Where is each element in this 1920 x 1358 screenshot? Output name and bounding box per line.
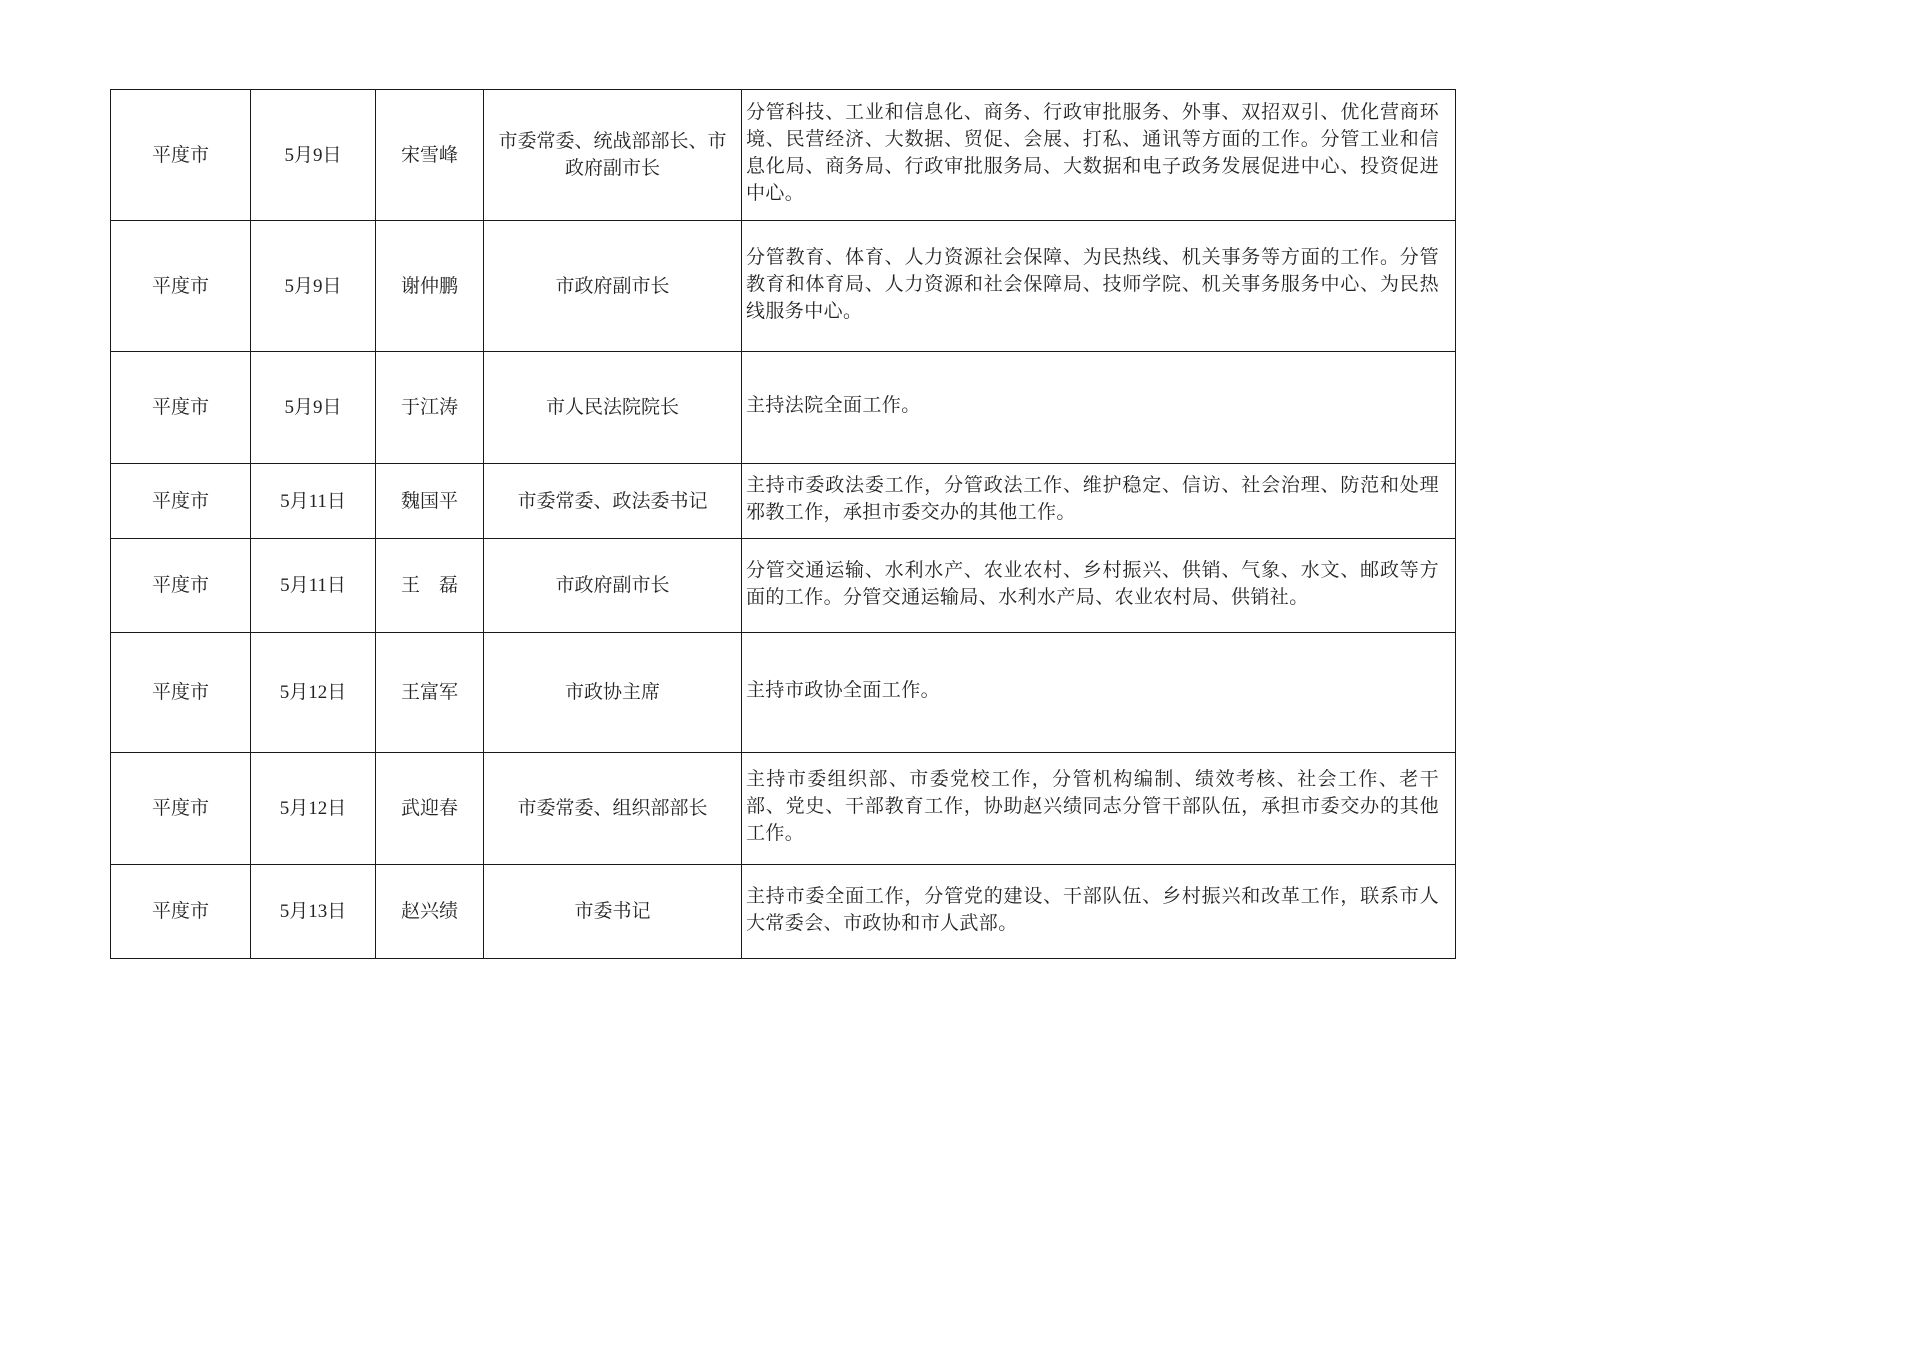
duties-cell: 主持市委组织部、市委党校工作，分管机构编制、绩效考核、社会工作、老干部、党史、干部教育工作，协助赵兴绩同志分管干部队伍，承担市委交办的其他工作。 [742,753,1456,865]
table-row [111,221,1456,352]
date-cell: 5月9日 [251,90,376,221]
duties-cell: 主持市委政法委工作，分管政法工作、维护稳定、信访、社会治理、防范和处理邪教工作，承担市委交办的其他工作。 [742,464,1456,539]
city-cell: 平度市 [111,90,251,221]
officials-table [110,89,1456,959]
city-cell: 平度市 [111,221,251,352]
date-cell: 5月11日 [251,464,376,539]
table-row [111,90,1456,221]
position-cell: 市委书记 [484,865,742,959]
city-cell: 平度市 [111,865,251,959]
name-cell: 宋雪峰 [376,90,484,221]
table-row [111,539,1456,633]
duties-cell: 主持市委全面工作，分管党的建设、干部队伍、乡村振兴和改革工作，联系市人大常委会、市政协和市人武部。 [742,865,1456,959]
city-cell: 平度市 [111,539,251,633]
date-cell: 5月12日 [251,633,376,753]
duties-cell: 主持市政协全面工作。 [742,633,1456,753]
position-cell: 市政府副市长 [484,539,742,633]
date-cell: 5月13日 [251,865,376,959]
city-cell: 平度市 [111,753,251,865]
position-cell: 市人民法院院长 [484,352,742,464]
name-cell: 王富军 [376,633,484,753]
date-cell: 5月11日 [251,539,376,633]
city-cell: 平度市 [111,352,251,464]
duties-cell: 分管教育、体育、人力资源社会保障、为民热线、机关事务等方面的工作。分管教育和体育局、人力资源和社会保障局、技师学院、机关事务服务中心、为民热线服务中心。 [742,221,1456,352]
duties-cell: 分管科技、工业和信息化、商务、行政审批服务、外事、双招双引、优化营商环境、民营经济、大数据、贸促、会展、打私、通讯等方面的工作。分管工业和信息化局、商务局、行政审批服务局、大数据和电子政务发展促进中心、投资促进中心。 [742,90,1456,221]
table-row [111,865,1456,959]
name-cell: 王 磊 [376,539,484,633]
duties-cell: 分管交通运输、水利水产、农业农村、乡村振兴、供销、气象、水文、邮政等方面的工作。分管交通运输局、水利水产局、农业农村局、供销社。 [742,539,1456,633]
name-cell: 赵兴绩 [376,865,484,959]
city-cell: 平度市 [111,464,251,539]
name-cell: 谢仲鹏 [376,221,484,352]
table-row [111,633,1456,753]
position-cell: 市委常委、组织部部长 [484,753,742,865]
date-cell: 5月9日 [251,221,376,352]
position-cell: 市委常委、统战部部长、市政府副市长 [484,90,742,221]
table-row [111,352,1456,464]
position-cell: 市政府副市长 [484,221,742,352]
name-cell: 魏国平 [376,464,484,539]
position-cell: 市政协主席 [484,633,742,753]
table-row [111,753,1456,865]
position-cell: 市委常委、政法委书记 [484,464,742,539]
name-cell: 武迎春 [376,753,484,865]
date-cell: 5月9日 [251,352,376,464]
date-cell: 5月12日 [251,753,376,865]
table-row [111,464,1456,539]
duties-cell: 主持法院全面工作。 [742,352,1456,464]
city-cell: 平度市 [111,633,251,753]
name-cell: 于江涛 [376,352,484,464]
